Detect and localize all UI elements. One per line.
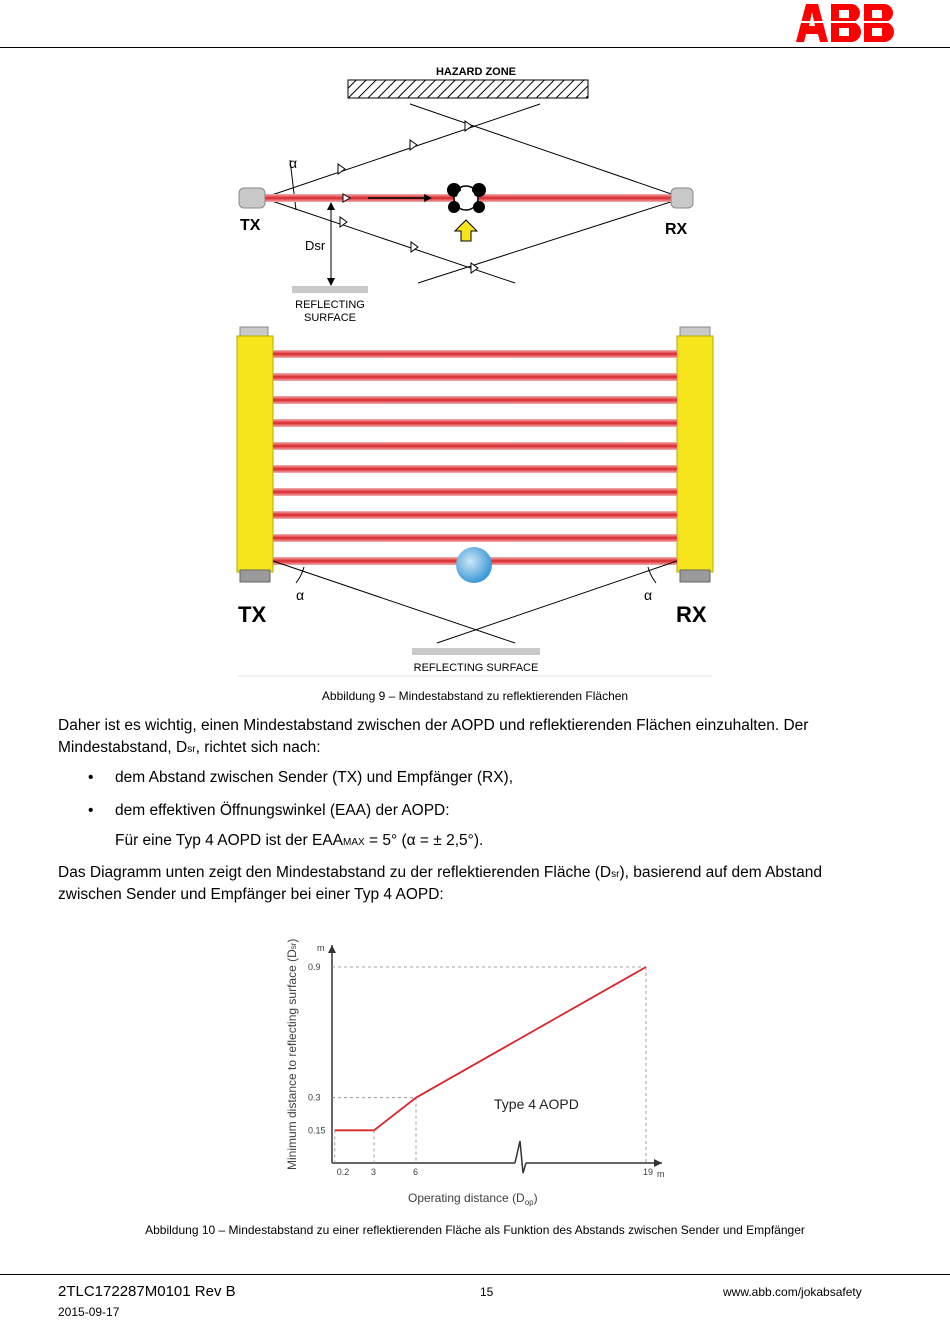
axis-break: [515, 1141, 526, 1173]
bullet-dot-1: •: [88, 769, 94, 786]
paragraph-1-line-2: Mindestabstand, Dsr, richtet sich nach:: [58, 739, 321, 756]
rx-label-top: RX: [665, 221, 688, 238]
paragraph-2-line-1: Das Diagramm unten zeigt den Mindestabstand zu der reflektierenden Fläche (Dsr), basierend auf dem Abstand: [58, 864, 822, 881]
test-object: [456, 547, 492, 583]
paragraph-2-line-2: zwischen Sender und Empfänger bei einer Typ 4 AOPD:: [58, 886, 444, 903]
bullet-dot-2: •: [88, 802, 94, 819]
hazard-zone-label: HAZARD ZONE: [435, 66, 517, 78]
tx-label-bottom: TX: [238, 602, 267, 627]
x-tick-label: 6: [413, 1167, 419, 1177]
footer-rule: [0, 1274, 950, 1275]
x-tick-label: 3: [371, 1167, 377, 1177]
x-axis-arrow: [654, 1159, 662, 1167]
footer-doc-id: 2TLC172287M0101 Rev B: [58, 1283, 236, 1300]
paragraph-1-line-1: Daher ist es wichtig, einen Mindestabstand zwischen der AOPD und reflektierenden Flächen einzuhalten. Der: [58, 717, 809, 734]
series-label: Type 4 AOPD: [494, 1096, 579, 1112]
x-axis-label: Operating distance $(D_{op})$: [408, 1191, 538, 1207]
figure-9-caption: Abbildung 9 – Mindestabstand zu reflektierenden Flächen: [321, 689, 629, 703]
y-tick-label: 0.3: [308, 1092, 321, 1103]
series-line-type4: [335, 967, 646, 1130]
figure-10-caption: Abbildung 10 – Mindestabstand zu einer reflektierenden Fläche als Funktion des Abstands zwischen Sender und Empfänger: [145, 1223, 805, 1237]
y-tick-label: 0.9: [308, 962, 321, 972]
footer-date: 2015-09-17: [58, 1305, 120, 1319]
alpha-label-top: α: [289, 155, 298, 171]
alpha-label-left: α: [296, 587, 305, 603]
distance-chart: [270, 915, 690, 1215]
y-unit-label: m: [317, 943, 325, 953]
y-tick-label: 0.15: [308, 1125, 326, 1136]
x-tick-label: 0.2: [336, 1167, 350, 1177]
footer-url: www.abb.com/jokabsafety: [723, 1285, 862, 1299]
curtain-beams: [273, 350, 677, 565]
x-tick-label: 19: [643, 1167, 654, 1177]
dsr-label: Dsr: [305, 238, 326, 253]
x-unit-label: m: [657, 1169, 665, 1179]
bullet-2-text: dem effektiven Öffnungswinkel (EAA) der AOPD:: [115, 802, 450, 819]
reflecting-surface-label-bottom: REFLECTING SURFACE: [413, 662, 539, 674]
tx-label-top: TX: [240, 217, 261, 234]
y-axis-arrow: [328, 945, 336, 953]
bullet-1-text: dem Abstand zwischen Sender (TX) und Empfänger (RX),: [115, 769, 514, 786]
footer-page-number: 15: [480, 1285, 494, 1299]
hazard-zone: [348, 80, 588, 98]
alpha-label-right: α: [644, 587, 653, 603]
reflecting-surface-label-1: REFLECTING: [295, 299, 365, 311]
indented-note: Für eine Typ 4 AOPD ist der EAAMAX = 5° (α = ± 2,5°).: [115, 832, 484, 849]
rx-label-bottom: RX: [676, 602, 707, 627]
reflecting-surface-label-2: SURFACE: [304, 312, 356, 324]
y-axis-label: Minimum distance to reflecting surface (Dsr): [285, 938, 299, 1170]
